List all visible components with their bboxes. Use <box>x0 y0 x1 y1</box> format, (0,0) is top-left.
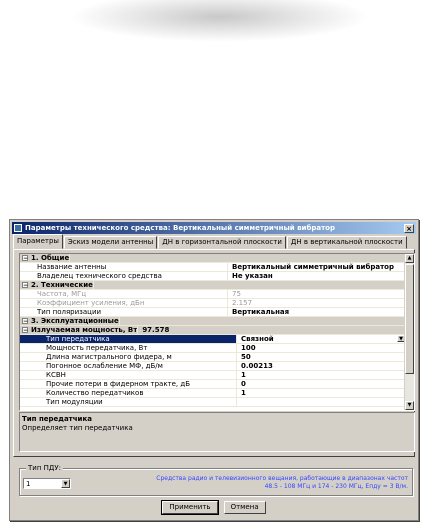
property-value-text: 97.578 <box>142 326 170 334</box>
window-title: Параметры технического средства: Вертикальный симметричный вибратор <box>25 224 335 232</box>
tab-horizontal-pattern[interactable]: ДН в горизонтальной плоскости <box>158 236 286 249</box>
property-name <box>20 317 119 325</box>
property-value[interactable] <box>236 344 405 352</box>
property-name <box>20 272 227 280</box>
property-name <box>20 398 236 406</box>
property-name-label: Название антенны <box>37 263 107 271</box>
property-name-label: Прочие потери в фидерном тракте, дБ <box>46 380 191 388</box>
scroll-up-icon[interactable]: ▲ <box>405 254 414 263</box>
property-value[interactable] <box>227 263 405 271</box>
description-text: Определяет тип передатчика <box>22 424 133 432</box>
property-row[interactable] <box>20 362 405 371</box>
title-bar[interactable] <box>12 222 416 234</box>
property-name-label: 1. Общие <box>31 254 70 262</box>
property-name-label: Погонное ослабление МФ, дБ/м <box>46 362 163 370</box>
property-value[interactable] <box>236 353 405 361</box>
property-value-text: 0.00213 <box>241 362 273 370</box>
parameters-panel <box>13 249 415 457</box>
property-value-text: 50 <box>241 353 251 361</box>
property-value-text: Вертикальная <box>232 308 290 316</box>
property-name-label: Мощность передатчика, Вт <box>46 344 148 352</box>
property-grid <box>19 253 415 411</box>
property-name-label: 2. Технические <box>31 281 93 289</box>
property-category-row[interactable] <box>20 281 405 290</box>
property-name-label: Тип передатчика <box>46 335 110 343</box>
tab-vertical-pattern[interactable]: ДН в вертикальной плоскости <box>287 236 407 249</box>
collapse-icon[interactable]: − <box>23 327 29 334</box>
property-name-label: Владелец технического средства <box>37 272 162 280</box>
property-value[interactable] <box>236 371 405 379</box>
property-value-text: 1 <box>241 371 246 379</box>
property-value <box>227 299 405 307</box>
close-button[interactable]: × <box>404 224 414 233</box>
property-row[interactable] <box>20 290 405 299</box>
vertical-scrollbar[interactable] <box>404 254 414 410</box>
background-glow <box>70 0 370 42</box>
property-value[interactable] <box>137 326 405 334</box>
property-category-row[interactable] <box>20 326 405 335</box>
property-row[interactable] <box>20 371 405 380</box>
description-panel <box>19 412 415 452</box>
property-name <box>20 290 227 298</box>
property-rows <box>20 254 405 407</box>
tab-bar <box>13 236 415 249</box>
property-name-label: Тип модуляции <box>46 398 103 406</box>
property-value[interactable] <box>236 380 405 388</box>
property-value[interactable] <box>236 398 405 406</box>
collapse-icon[interactable]: − <box>23 282 29 289</box>
chevron-down-icon[interactable]: ▼ <box>397 335 405 342</box>
property-name <box>20 362 236 370</box>
property-value[interactable] <box>236 389 405 397</box>
tab-parameters[interactable]: Параметры <box>13 234 63 249</box>
property-value <box>227 290 405 298</box>
property-name <box>20 344 236 352</box>
property-value-text: Вертикальный симметричный вибратор <box>232 263 394 271</box>
property-row[interactable] <box>20 335 405 344</box>
property-name-label: КСВН <box>46 371 66 379</box>
property-value[interactable] <box>69 254 405 262</box>
property-name <box>20 299 227 307</box>
property-name-label: Излучаемая мощность, Вт <box>31 326 138 334</box>
property-name <box>20 326 137 334</box>
pdu-type-group <box>19 464 413 496</box>
property-value-text: Связной <box>241 335 274 343</box>
property-name <box>20 263 227 271</box>
pdu-type-select[interactable] <box>23 478 71 489</box>
property-name <box>20 308 227 316</box>
property-value-text: Не указан <box>232 272 273 280</box>
property-name <box>20 371 236 379</box>
property-row[interactable] <box>20 353 405 362</box>
property-name-label: Тип поляризации <box>37 308 102 316</box>
property-value[interactable] <box>227 272 405 280</box>
cancel-button[interactable]: Отмена <box>224 501 266 514</box>
scroll-thumb[interactable] <box>405 264 414 374</box>
property-value-text: 2.157 <box>232 299 253 307</box>
property-name <box>20 380 236 388</box>
property-row[interactable] <box>20 344 405 353</box>
property-row[interactable] <box>20 380 405 389</box>
property-name <box>20 281 93 289</box>
property-row[interactable] <box>20 263 405 272</box>
property-name <box>20 353 236 361</box>
parameters-dialog <box>9 219 419 521</box>
property-value-text: 100 <box>241 344 256 352</box>
collapse-icon[interactable]: − <box>23 318 29 325</box>
scroll-down-icon[interactable]: ▼ <box>405 401 414 410</box>
apply-button[interactable]: Применить <box>162 501 217 514</box>
property-name <box>20 254 69 262</box>
property-value[interactable] <box>236 362 405 370</box>
property-value-text: 0 <box>241 380 246 388</box>
property-name-label: Длина магистрального фидера, м <box>46 353 172 361</box>
description-title: Тип передатчика <box>22 415 92 423</box>
property-value[interactable] <box>236 335 405 343</box>
property-value[interactable] <box>227 308 405 316</box>
property-category-row[interactable] <box>20 317 405 326</box>
property-category-row[interactable] <box>20 254 405 263</box>
property-row[interactable] <box>20 299 405 308</box>
pdu-type-label: Тип ПДУ: <box>28 464 61 472</box>
property-row[interactable] <box>20 272 405 281</box>
collapse-icon[interactable]: − <box>23 255 29 262</box>
property-name <box>20 335 236 343</box>
property-value-text: 75 <box>232 290 241 298</box>
property-row[interactable] <box>20 389 405 398</box>
property-name-label: 3. Эксплуатационные <box>31 317 119 325</box>
pdu-type-value: 1 <box>26 479 31 488</box>
property-name-label: Коэффициент усиления, дБн <box>37 299 145 307</box>
property-name-label: Частота, МГц <box>37 290 87 298</box>
chevron-down-icon[interactable]: ▼ <box>61 479 70 488</box>
app-icon <box>14 224 22 232</box>
dialog-buttons <box>10 501 418 514</box>
tab-antenna-sketch[interactable]: Эскиз модели антенны <box>64 236 157 249</box>
property-value-text: 1 <box>241 389 246 397</box>
property-value[interactable] <box>93 281 405 289</box>
property-name-label: Количество передатчиков <box>46 389 144 397</box>
property-row[interactable] <box>20 398 405 407</box>
pdu-note: Средства радио и телевизионного вещания, работающие в диапазонах частот 48.5 - 108 МГц и 174 - 230 МГц, Епду = 3 В/м. <box>156 475 408 490</box>
property-name <box>20 389 236 397</box>
property-row[interactable] <box>20 308 405 317</box>
property-value[interactable] <box>119 317 405 325</box>
